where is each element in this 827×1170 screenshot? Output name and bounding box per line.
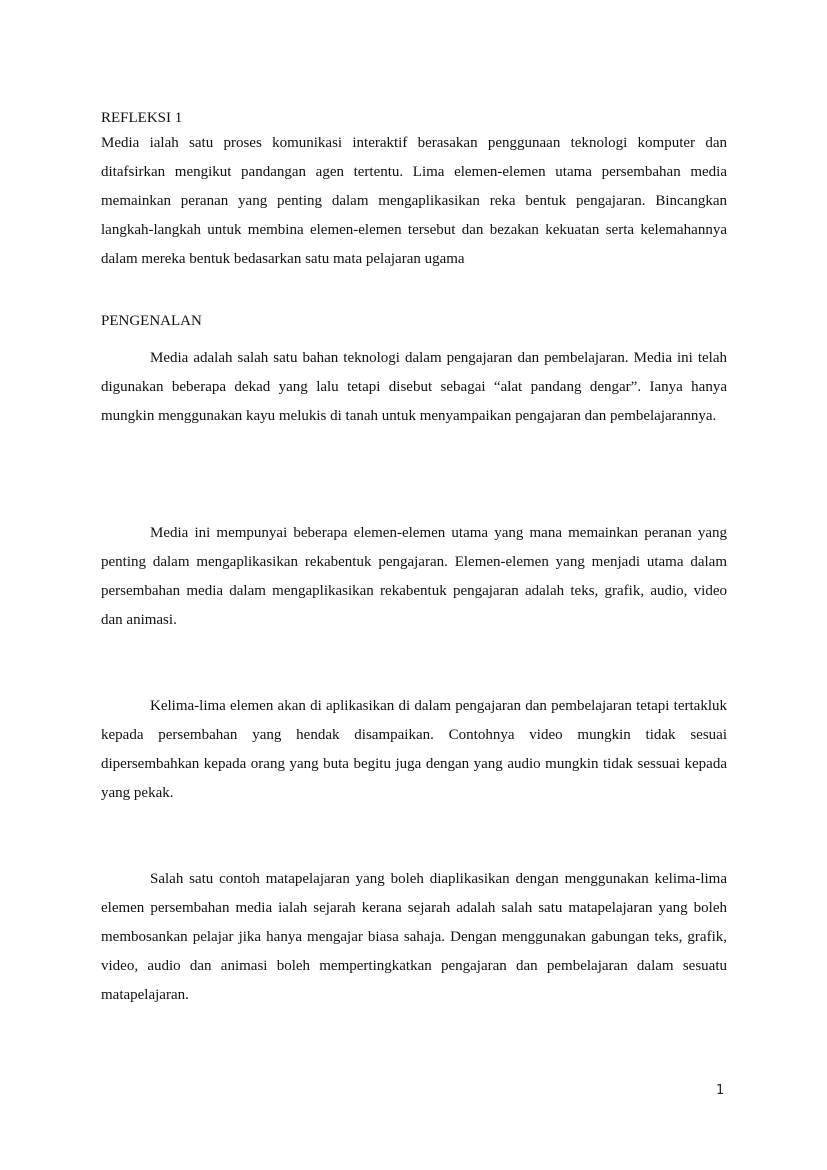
page-content [101,108,727,1003]
paragraph-4: Salah satu contoh matapelajaran yang boleh diaplikasikan dengan menggunakan kelima-lima elemen persembahan media ialah sejarah kerana sejarah adalah salah satu matapelajaran yang boleh membosankan pelajar jika hanya mengajar biasa sahaja. Dengan menggunakan gabungan teks, grafik, video, audio dan animasi boleh mempertingkatkan pengajaran dan pembelajaran dalam sesuatu matapelajaran. [101,871,727,1003]
paragraph-2: Media ini mempunyai beberapa elemen-elemen utama yang mana memainkan peranan yang penting dalam mengaplikasikan rekabentuk pengajaran. Elemen-elemen yang menjadi utama dalam persembahan media dalam mengaplikasikan rekabentuk pengajaran adalah teks, grafik, audio, video dan animasi. [101,525,727,628]
section-heading-pengenalan: PENGENALAN [101,313,202,329]
document-title: REFLEKSI 1 [101,110,183,126]
reflection-question: Media ialah satu proses komunikasi interaktif berasakan penggunaan teknologi komputer dan ditafsirkan mengikut pandangan agen tertentu. Lima elemen-elemen utama persembahan media memainkan peranan yang penting dalam mengaplikasikan reka bentuk pengajaran. Bincangkan langkah-langkah untuk membina elemen-elemen tersebut dan bezakan kekuatan serta kelemahannya dalam mereka bentuk bedasarkan satu mata pelajaran ugama [101,135,727,267]
page-number: 1 [716,1083,725,1098]
paragraph-1: Media adalah salah satu bahan teknologi dalam pengajaran dan pembelajaran. Media ini telah digunakan beberapa dekad yang lalu tetapi disebut sebagai “alat pandang dengar”. Ianya hanya mungkin menggunakan kayu melukis di tanah untuk menyampaikan pengajaran dan pembelajarannya. [101,350,727,424]
paragraph-3: Kelima-lima elemen akan di aplikasikan di dalam pengajaran dan pembelajaran tetapi tertakluk kepada persembahan yang hendak disampaikan. Contohnya video mungkin tidak sesuai dipersembahkan kepada orang yang buta begitu juga dengan yang audio mungkin tidak sessuai kepada yang pekak. [101,698,727,801]
